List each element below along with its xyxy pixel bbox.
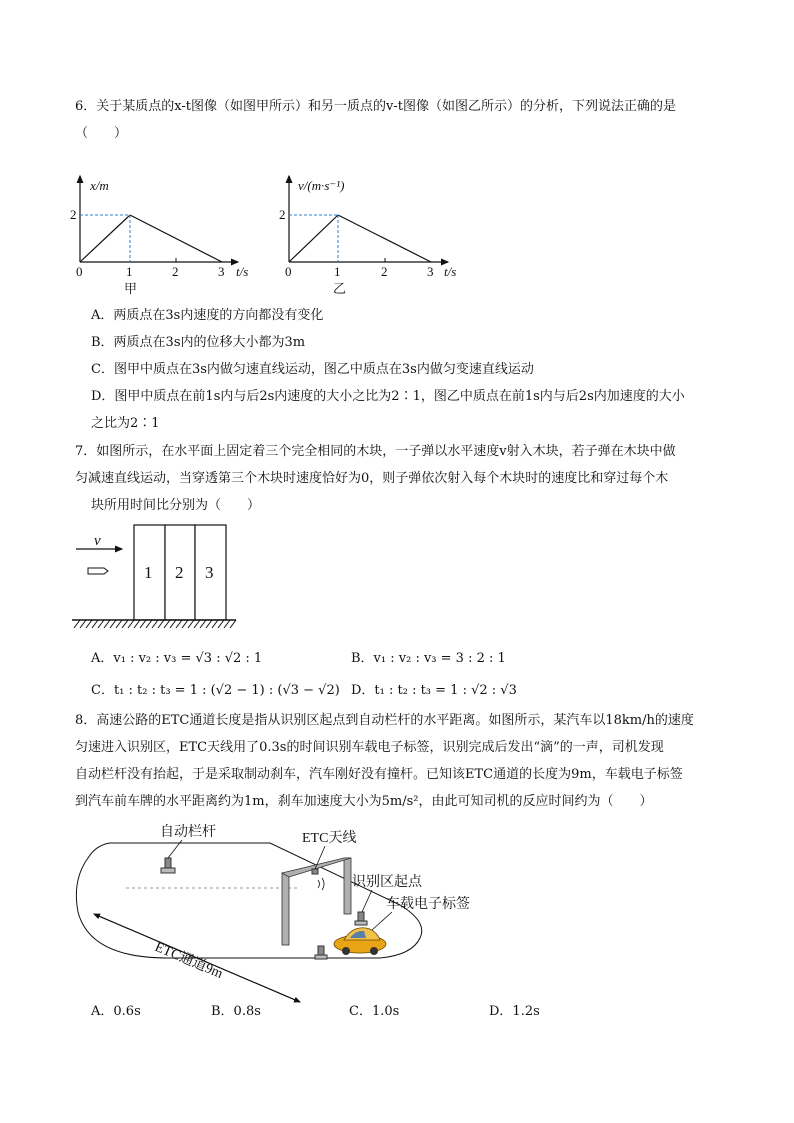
q7-stem-line1: 7．如图所示，在水平面上固定着三个完全相同的木块，一子弹以水平速度v射入木块，若子弹在木块中做 xyxy=(75,444,676,459)
q8-stem-line2: 匀速进入识别区，ETC天线用了0.3s的时间识别车载电子标签，识别完成后发出“滴”的一声，司机发现 xyxy=(75,740,664,755)
lane-post-icon xyxy=(315,946,327,959)
x-tick-3: 3 xyxy=(427,264,434,279)
x-tick-3: 3 xyxy=(218,264,225,279)
q6-stem-line2: （ ） xyxy=(75,126,128,141)
x-tick-2: 2 xyxy=(381,264,388,279)
x-tick-1: 1 xyxy=(126,264,133,279)
q7-stem-line2: 匀减速直线运动，当穿透第三个木块时速度恰好为0，则子弹依次射入每个木块时的速度比和穿过每个木 xyxy=(75,471,669,486)
x-tick-1: 1 xyxy=(334,264,341,279)
q8-stem-line4: 到汽车前车牌的水平距离约为1m，刹车加速度大小为5m/s²，由此可知司机的反应时间约为（ ） xyxy=(75,794,653,809)
y-tick: 2 xyxy=(70,207,77,222)
caption: 甲 xyxy=(124,281,138,296)
antenna-signal-icon xyxy=(318,878,324,890)
q6-option-d-line2: 之比为2∶1 xyxy=(91,416,160,431)
block-1-label: 1 xyxy=(144,563,153,582)
tag-leader xyxy=(372,912,392,930)
start-marker-icon xyxy=(355,912,367,925)
block-3-label: 3 xyxy=(205,563,214,582)
caption: 乙 xyxy=(333,281,347,296)
start-label: 识别区起点 xyxy=(352,875,422,890)
y-tick: 2 xyxy=(279,207,286,222)
q7-option-c: C．t₁ : t₂ : t₃ = 1 : (√2 − 1) : (√3 − √2) xyxy=(91,683,340,698)
x-tick-2: 2 xyxy=(172,264,179,279)
q8-stem-line3: 自动栏杆没有抬起，于是采取制动刹车，汽车刚好没有撞杆。已知该ETC通道的长度为9m，车载电子标签 xyxy=(75,767,683,782)
q6-option-b: B．两质点在3s内的位移大小都为3m xyxy=(91,335,306,350)
q6-option-a: A．两质点在3s内速度的方向都没有变化 xyxy=(91,308,324,323)
q8-stem-line1: 8．高速公路的ETC通道长度是指从识别区起点到自动栏杆的水平距离。如图所示，某汽车以18km/h的速度 xyxy=(75,713,694,728)
tag-label: 车载电子标签 xyxy=(386,897,470,912)
block-2-label: 2 xyxy=(175,563,184,582)
start-leader xyxy=(362,890,372,912)
antenna-unit xyxy=(312,869,318,874)
q7-option-d: D．t₁ : t₂ : t₃ = 1 : √2 : √3 xyxy=(351,683,517,698)
antenna-label: ETC天线 xyxy=(302,831,357,846)
x-label: t/s xyxy=(236,264,249,279)
q6-option-c: C．图甲中质点在3s内做匀速直线运动，图乙中质点在3s内做匀变速直线运动 xyxy=(91,362,534,377)
q6-option-d-line1: D．图甲中质点在前1s内与后2s内速度的大小之比为2∶1，图乙中质点在前1s内与后2s内加速度的大小 xyxy=(91,389,685,404)
q7-stem-line3: 块所用时间比分别为（ ） xyxy=(91,498,261,513)
auto-gate-icon xyxy=(161,858,175,873)
q6-stem-line1: 6．关于某质点的x-t图像（如图甲所示）和另一质点的v-t图像（如图乙所示）的分析，下列说法正确的是 xyxy=(75,99,676,114)
q8-option-d: D．1.2s xyxy=(489,1004,540,1019)
q8-option-b: B．0.8s xyxy=(211,1004,261,1019)
gate-label: 自动栏杆 xyxy=(160,825,216,840)
x-label: t/s xyxy=(444,264,457,279)
velocity-label: v xyxy=(94,533,101,549)
q7-option-a: A．v₁ : v₂ : v₃ = √3 : √2 : 1 xyxy=(91,651,263,666)
q7-option-b: B．v₁ : v₂ : v₃ = 3 : 2 : 1 xyxy=(351,651,506,666)
y-label: v/(m·s⁻¹) xyxy=(298,178,345,193)
length-label: ETC通道9m xyxy=(152,939,225,982)
q8-option-c: C．1.0s xyxy=(349,1004,400,1019)
x-tick-0: 0 xyxy=(76,264,83,279)
y-label: x/m xyxy=(90,178,109,193)
car-icon xyxy=(334,928,386,955)
x-tick-0: 0 xyxy=(285,264,292,279)
q8-option-a: A．0.6s xyxy=(91,1004,141,1019)
